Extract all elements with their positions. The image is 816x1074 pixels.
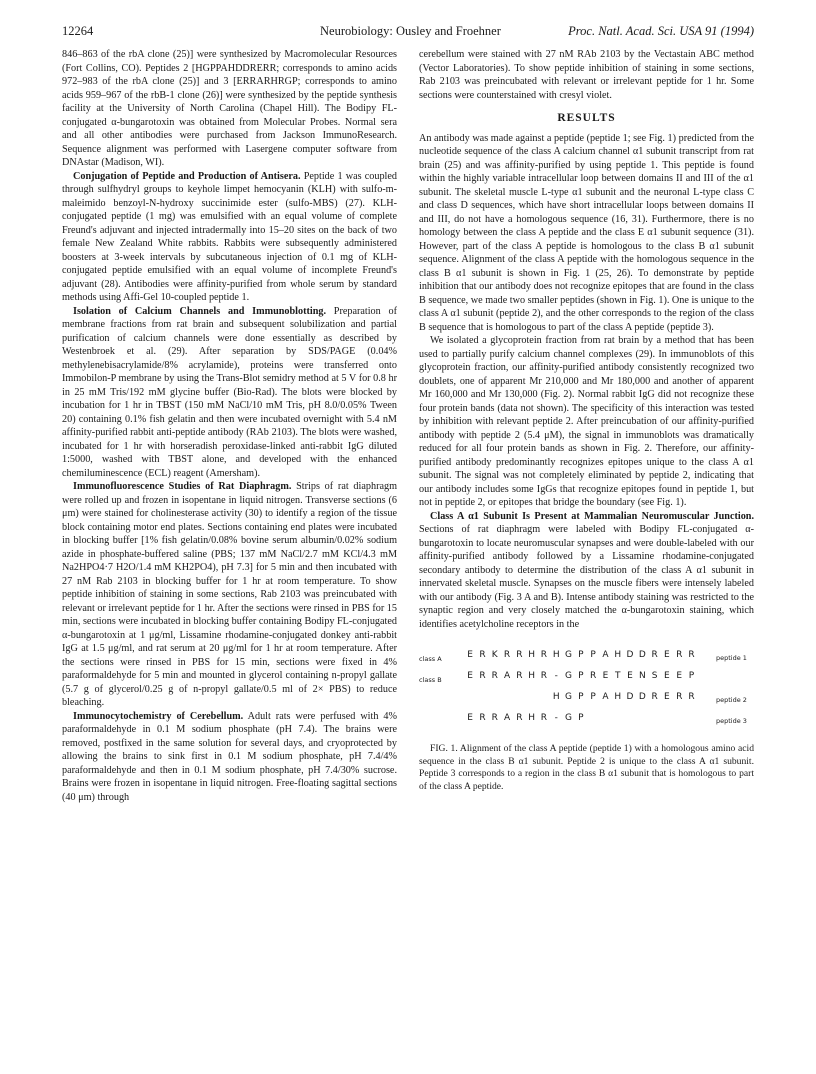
- page-number: 12264: [62, 24, 94, 38]
- paragraph: [62, 710, 397, 805]
- residue: H: [528, 713, 536, 723]
- residue: E: [467, 671, 473, 681]
- residue: R: [540, 650, 548, 660]
- residue: P: [578, 671, 584, 681]
- paragraph: An antibody was made against a peptide (peptide 1; see Fig. 1) predicted from the nucleotide sequence of the class A calcium channel α1 subunit transcript from rat brain (25) and was affinity-purified by using peptide 1. This peptide is found within the highly variable intracellular loop between domains II and III of the α1 subunit. The skeletal muscle L-type α1 subunit and the neuronal L-type class C and class D sequences, which have short intracellular loops between domains II and III, do not have a homologous sequence (16, 31). Furthermore, there is no homology between the class A peptide and the class E α1 subunit sequence (31). However, part of the class A peptide is homologous to the class B α1 subunit sequence. Alignment of the class A peptide with the homologous sequence in the class B α1 subunit is shown in Fig. 1 (25, 26). To demonstrate by peptide inhibition that our antibody does not recognize epitopes that are found in the class B sequence, we made two smaller peptides (shown in Fig. 1). One is unique to the class A α1 subunit (peptide 2), and the other corresponds to the region of the class B sequence that is homologous to part of the class A peptide (peptide 3).: [419, 132, 754, 333]
- results-heading: RESULTS: [557, 112, 616, 124]
- section-heading: Immunocytochemistry of Cerebellum.: [73, 710, 244, 722]
- section-heading: Immunofluorescence Studies of Rat Diaphragm.: [73, 481, 292, 492]
- residue: S: [651, 671, 658, 681]
- residue: T: [614, 671, 621, 681]
- residue: R: [516, 650, 523, 660]
- alignment-sequence: [464, 670, 698, 684]
- paragraph-text: Sections of rat diaphragm were labeled with Bodipy FL-conjugated α-bungarotoxin to locate neuromuscular synapses and were double-labeled with our affinity-purified antibody followed by a Lissamine rhodamine-conjugated secondary antibody to determine the distribution of the class A α1 subunit in innervated skeletal muscle. Synapses on the muscle fibers were intensely labeled with our antibody (Fig. 3 A and B). Intense antibody staining was restricted to the synaptic region and very closely matched the α-bungarotoxin staining, which identifies acetylcholine receptors in the: [419, 524, 754, 630]
- residue: A: [503, 671, 511, 681]
- residue: E: [467, 650, 473, 660]
- residue: D: [638, 692, 646, 702]
- residue: H: [614, 650, 622, 660]
- residue: H: [614, 692, 622, 702]
- residue: P: [578, 692, 584, 702]
- residue: A: [503, 713, 511, 723]
- paragraph: cerebellum were stained with 27 nM RAb 2103 by the Vectastain ABC method (Vector Laboratories). To show peptide inhibition of staining in some sections, Rab 2103 was preincubated with relevant or irrelevant peptide for 1 hr. Some sections were counterstained with cresyl violet.: [419, 49, 754, 101]
- residue: D: [626, 692, 634, 702]
- residue: N: [638, 671, 646, 681]
- residue: R: [491, 671, 498, 681]
- paragraph-text: Peptide 1 was coupled through sulfhydryl groups to keyhole limpet hemocyanin (KLH) with sulfo-m-maleimido benzoyl-N-hydroxy succinimide ester (sulfo-MBS) (27). KLH-conjugated peptide (1 mg) was emulsified with an equal volume of complete Freund's adjuvant and injected intradermally into 15–20 sites on the back of two female New Zealand White rabbits. Rabbits were subsequently administered boosters at 3-week intervals by subcutaneous injection of 0.1 mg of KLH-conjugated peptide emulsified with an equal volume of incomplete Freund's adjuvant (28). Antibodies were affinity-purified from whole serum by standard methods using Affi-Gel 10-coupled peptide 1.: [62, 170, 398, 303]
- paragraph: [62, 480, 397, 710]
- residue: -: [554, 713, 558, 723]
- residue: E: [627, 671, 633, 681]
- residue: G: [565, 671, 573, 681]
- section-heading: Class A α1 Subunit Is Present at Mammalian Neuromuscular Junction.: [430, 510, 754, 522]
- residue: E: [664, 650, 670, 660]
- peptide-label: peptide 3: [716, 717, 747, 725]
- section-title: Neurobiology: Ousley and Froehner: [320, 24, 501, 38]
- alignment-row: [419, 670, 754, 691]
- residue: R: [676, 692, 683, 702]
- alignment-row: [419, 649, 754, 670]
- residue: R: [540, 713, 548, 723]
- figure-caption: [419, 743, 754, 793]
- residue: G: [565, 650, 573, 660]
- paragraph-text: Adult rats were perfused with 4% paraformaldehyde in 0.1 M sodium phosphate (pH 7.4). The brains were removed, postfixed in the same solution for several days, and cryoprotected by allowing the brains to sink first in 0.1 M sodium phosphate, pH 7.4/4% paraformaldehyde and then in 0.1 M sodium phosphate, pH 7.4/30% sucrose. Brains were frozen in isopentane in liquid nitrogen. Free-floating sagittal sections (40 μm) through: [62, 710, 397, 803]
- residue: K: [491, 650, 498, 660]
- residue: R: [491, 713, 498, 723]
- residue: D: [638, 650, 646, 660]
- residue: R: [516, 713, 523, 723]
- section-heading: Isolation of Calcium Channels and Immunoblotting.: [73, 305, 327, 317]
- residue: P: [590, 650, 596, 660]
- residue: R: [651, 650, 658, 660]
- paragraph-text: Preparation of membrane fractions from rat brain and subsequent solubilization and partial purification of calcium channels were done essentially as described by Westenbroek et al. (29). After separation by SDS/PAGE (0.04% methylenebisacrylamide/8% acrylamide), proteins were transferred onto Immobilon-P membrane by using the Trans-Blot semidry method at 5 V for 0.8 hr in 25 mM Tris/192 mM glycine buffer (Bio-Rad). The blots were blocked by incubation for 1 hr in TBST (150 mM NaCl/10 mM Tris, pH 8.0/0.05% Tween 20) containing 0.1% fish gelatin and then were incubated overnight with 5.4 nM affinity-purified rabbit anti-peptide antibody (RAb 2103). The blots were washed, incubated for 1 hr with horseradish peroxidase-linked anti-rabbit IgG diluted 1:5000, washed with TBST alone, and developed with the enhanced chemiluminescence (ECL) reagent (Amersham).: [62, 305, 397, 479]
- alignment-row: [419, 691, 754, 712]
- paragraph: [419, 510, 754, 632]
- residue: -: [554, 671, 558, 681]
- alignment-sequence: [464, 712, 587, 726]
- paragraph-text: Strips of rat diaphragm were rolled up and frozen in isopentane in liquid nitrogen. Transverse sections (6 μm) were stained for cholinesterase activity (30) to identify a region of the tissue block containing motor end plates. Sections containing end plates were incubated in blocking buffer [1% fish gelatin/0.08% bovine serum albumin/0.02% sodium azide in phosphate-buffered saline (PBS; 137 mM NaCl/2.7 mM KCl/4.3 mM Na2HPO4·7 H2O/1.4 mM KH2PO4), pH 7.3] for 5 min and then incubated with 27 nM Rab 2103 in blocking buffer for 1 hr at room temperature. To show peptide inhibition of staining in some sections, Rab 2103 was preincubated with relevant or irrelevant peptide for 1 hr. After the sections were rinsed in PBS for 15 min, sections were incubated in blocking buffer containing Bodipy FL-conjugated α-bungarotoxin at 1 μg/ml, Lissamine rhodamine-conjugated donkey anti-rabbit IgG at 1.5 μg/ml, and rat serum at 20 μg/ml for 1 hr at room temperature. After the sections were rinsed in PBS for 15 min, sections were fixed in 4% paraformaldehyde for 5 min and mounted in glycerol containing n-propyl gallate (5.7 g of glycerol/0.25 g of n-propyl gallate/0.5 ml of 2× PBS) to reduce bleaching.: [62, 481, 397, 708]
- paragraph: [62, 305, 397, 481]
- residue: D: [626, 650, 634, 660]
- residue: P: [590, 692, 596, 702]
- residue: E: [676, 671, 683, 681]
- residue: R: [479, 671, 486, 681]
- residue: P: [578, 713, 584, 723]
- residue: E: [664, 692, 670, 702]
- right-column: [419, 48, 754, 793]
- residue: G: [565, 713, 573, 723]
- residue: A: [602, 692, 609, 702]
- peptide-label: peptide 1: [716, 654, 747, 662]
- alignment-row-label: class A: [419, 655, 442, 663]
- sequence-alignment-figure: [419, 649, 754, 733]
- journal-citation: Proc. Natl. Acad. Sci. USA 91 (1994): [568, 24, 754, 38]
- residue: R: [503, 650, 511, 660]
- residue: R: [589, 671, 597, 681]
- residue: R: [688, 692, 695, 702]
- running-header: [62, 22, 754, 40]
- residue: E: [602, 671, 609, 681]
- alignment-sequence: [464, 649, 698, 663]
- paragraph: We isolated a glycoprotein fraction from rat brain by a method that has been used to partially purify calcium channel complexes (29). In immunoblots of this glycoprotein fraction, our affinity-purified antibody consistently recognized two doublets, one of apparent Mr 210,000 and Mr 180,000 and another of apparent Mr 160,000 and Mr 130,000 (Fig. 2). Normal rabbit IgG did not recognize these four protein bands (data not shown). The specificity of this interaction was tested by inhibition with relevant peptide 2. After preincubation of our affinity-purified antibody with peptide 2 (5.4 μM), the signal in immunoblots was dramatically reduced for all four protein bands as shown in Fig. 2. Therefore, our affinity-purified antibody predominantly recognizes epitopes unique to the class A α1 subunit. The signal was not completely eliminated by peptide 2, indicating that our antibody includes some IgGs that recognize epitopes found in peptide 1, but not in peptide 2, or epitopes that bridge the boundary (see Fig. 1).: [419, 335, 754, 508]
- left-column: [62, 48, 397, 804]
- residue: P: [688, 671, 695, 681]
- residue: E: [467, 713, 473, 723]
- alignment-row: [419, 712, 754, 733]
- residue: R: [651, 692, 658, 702]
- residue: R: [479, 650, 486, 660]
- section-heading: Conjugation of Peptide and Production of Antisera.: [73, 170, 301, 182]
- residue: R: [516, 671, 523, 681]
- paragraph: 846–863 of the rbA clone (25)] were synthesized by Macromolecular Resources (Fort Collins, CO). Peptides 2 [HGPPAHDDRERR; corresponds to amino acids 972–983 of the rbA clone (25)] and 3 [ERRARHRGP; corresponds to amino acids 959–967 of the rbB-1 clone (26)] were synthesized by the peptide synthesis facility at the University of North Carolina (Chapel Hill). The Bodipy FL-conjugated α-bungarotoxin was obtained from Molecular Probes. Normal sera and all other antibodies were purchased from Jackson ImmunoResearch. Sequence alignment was performed with Lasergene computer software from DNAstar (Madison, WI).: [62, 49, 397, 168]
- peptide-label: peptide 2: [716, 696, 747, 704]
- residue: H: [552, 692, 560, 702]
- residue: R: [688, 650, 695, 660]
- residue: A: [602, 650, 609, 660]
- alignment-row-label: class B: [419, 676, 442, 684]
- paragraph: [62, 170, 397, 305]
- residue: E: [664, 671, 670, 681]
- residue: H: [552, 650, 560, 660]
- residue: R: [676, 650, 683, 660]
- caption-text: FIG. 1. Alignment of the class A peptide (peptide 1) with a homologous amino acid sequence in the class B α1 subunit. Peptide 2 is unique to the class A α1 subunit. Peptide 3 corresponds to a region in the class B α1 subunit that is homologous to part of the class A peptide.: [419, 743, 754, 792]
- residue: G: [565, 692, 573, 702]
- alignment-sequence: [464, 691, 698, 705]
- residue: H: [528, 671, 536, 681]
- residue: P: [578, 650, 584, 660]
- residue: R: [540, 671, 548, 681]
- residue: H: [528, 650, 536, 660]
- residue: R: [479, 713, 486, 723]
